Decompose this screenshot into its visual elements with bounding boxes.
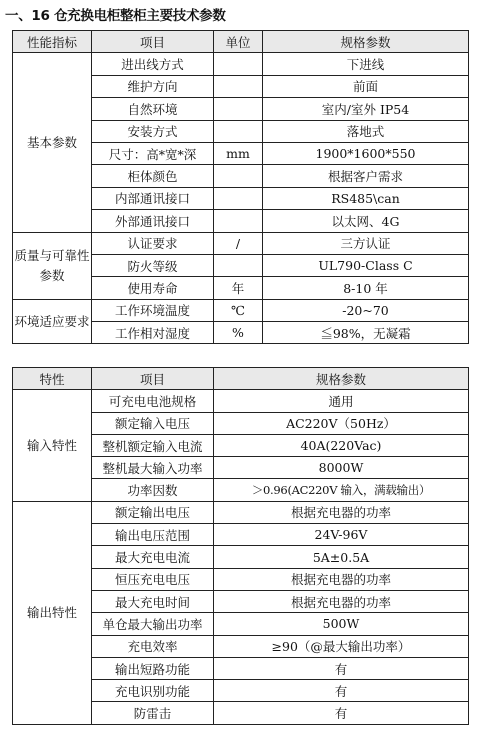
- item-cell: 最大充电电流: [92, 546, 214, 568]
- item-cell: 自然环境: [92, 98, 214, 120]
- spec-cell: 落地式: [263, 120, 469, 142]
- table-row: [13, 501, 469, 523]
- spec-cell: 根据客户需求: [263, 165, 469, 187]
- spec-cell: 下进线: [263, 53, 469, 75]
- group-label: 输入特性: [13, 390, 92, 501]
- spec-cell: 40A(220Vac): [214, 434, 469, 456]
- item-cell: 整机最大输入功率: [92, 457, 214, 479]
- spec-cell: 根据充电器的功率: [214, 590, 469, 612]
- group-label: 基本参数: [13, 53, 92, 232]
- table-row: [13, 53, 469, 75]
- item-cell: 防火等级: [92, 254, 214, 276]
- unit-cell: [214, 53, 263, 75]
- basic-params-table: [12, 30, 469, 344]
- item-cell: 维护方向: [92, 75, 214, 97]
- item-cell: 充电识别功能: [92, 680, 214, 702]
- page-title: 一、16 仓充换电柜整柜主要技术参数: [5, 8, 226, 24]
- item-cell: 工作环境温度: [92, 299, 214, 321]
- spec-cell: ≥90（@最大输出功率）: [214, 635, 469, 657]
- header-spec: 规格参数: [214, 368, 469, 390]
- unit-cell: [214, 254, 263, 276]
- unit-cell: [214, 165, 263, 187]
- header-item: 项目: [92, 31, 214, 53]
- spec-cell: 前面: [263, 75, 469, 97]
- spec-cell: UL790-Class C: [263, 254, 469, 276]
- table-header-row: [13, 368, 469, 390]
- group-label: 质量与可靠性参数: [13, 232, 92, 299]
- unit-cell: [214, 98, 263, 120]
- unit-cell: ℃: [214, 299, 263, 321]
- item-cell: 防雷击: [92, 702, 214, 724]
- item-cell: 输出电压范围: [92, 524, 214, 546]
- table-header-row: [13, 31, 469, 53]
- item-cell: 恒压充电电压: [92, 568, 214, 590]
- spec-cell: 8-10 年: [263, 277, 469, 299]
- item-cell: 最大充电时间: [92, 590, 214, 612]
- header-spec: 规格参数: [263, 31, 469, 53]
- unit-cell: [214, 210, 263, 232]
- spec-cell: ≦98%，无凝霜: [263, 322, 469, 344]
- item-cell: 使用寿命: [92, 277, 214, 299]
- spec-cell: ＞0.96(AC220V 输入，满载输出）: [214, 479, 469, 501]
- item-cell: 单仓最大输出功率: [92, 613, 214, 635]
- spec-cell: 通用: [214, 390, 469, 412]
- item-cell: 额定输入电压: [92, 412, 214, 434]
- table-row: [13, 299, 469, 321]
- spec-cell: 根据充电器的功率: [214, 501, 469, 523]
- spec-cell: 500W: [214, 613, 469, 635]
- item-cell: 认证要求: [92, 232, 214, 254]
- unit-cell: %: [214, 322, 263, 344]
- table-row: [13, 390, 469, 412]
- header-category: 性能指标: [13, 31, 92, 53]
- group-label: 环境适应要求: [13, 299, 92, 344]
- item-cell: 额定输出电压: [92, 501, 214, 523]
- spec-cell: RS485\can: [263, 187, 469, 209]
- unit-cell: /: [214, 232, 263, 254]
- spec-cell: 1900*1600*550: [263, 142, 469, 164]
- spec-cell: 有: [214, 657, 469, 679]
- item-cell: 柜体颜色: [92, 165, 214, 187]
- item-cell: 充电效率: [92, 635, 214, 657]
- item-cell: 尺寸：高*宽*深: [92, 142, 214, 164]
- spec-cell: 根据充电器的功率: [214, 568, 469, 590]
- spec-cell: -20~70: [263, 299, 469, 321]
- spec-cell: 有: [214, 680, 469, 702]
- header-feature: 特性: [13, 368, 92, 390]
- group-label: 输出特性: [13, 501, 92, 724]
- header-unit: 单位: [214, 31, 263, 53]
- item-cell: 整机额定输入电流: [92, 434, 214, 456]
- header-item: 项目: [92, 368, 214, 390]
- spec-cell: 三方认证: [263, 232, 469, 254]
- unit-cell: [214, 75, 263, 97]
- io-characteristics-table: [12, 367, 469, 725]
- spec-cell: 室内/室外 IP54: [263, 98, 469, 120]
- item-cell: 输出短路功能: [92, 657, 214, 679]
- spec-cell: 24V-96V: [214, 524, 469, 546]
- item-cell: 可充电电池规格: [92, 390, 214, 412]
- unit-cell: 年: [214, 277, 263, 299]
- item-cell: 进出线方式: [92, 53, 214, 75]
- item-cell: 安装方式: [92, 120, 214, 142]
- spec-cell: 有: [214, 702, 469, 724]
- unit-cell: mm: [214, 142, 263, 164]
- spec-cell: AC220V（50Hz）: [214, 412, 469, 434]
- spec-cell: 5A±0.5A: [214, 546, 469, 568]
- item-cell: 工作相对湿度: [92, 322, 214, 344]
- item-cell: 外部通讯接口: [92, 210, 214, 232]
- spec-cell: 以太网、4G: [263, 210, 469, 232]
- spec-cell: 8000W: [214, 457, 469, 479]
- unit-cell: [214, 120, 263, 142]
- item-cell: 功率因数: [92, 479, 214, 501]
- table-row: [13, 232, 469, 254]
- item-cell: 内部通讯接口: [92, 187, 214, 209]
- unit-cell: [214, 187, 263, 209]
